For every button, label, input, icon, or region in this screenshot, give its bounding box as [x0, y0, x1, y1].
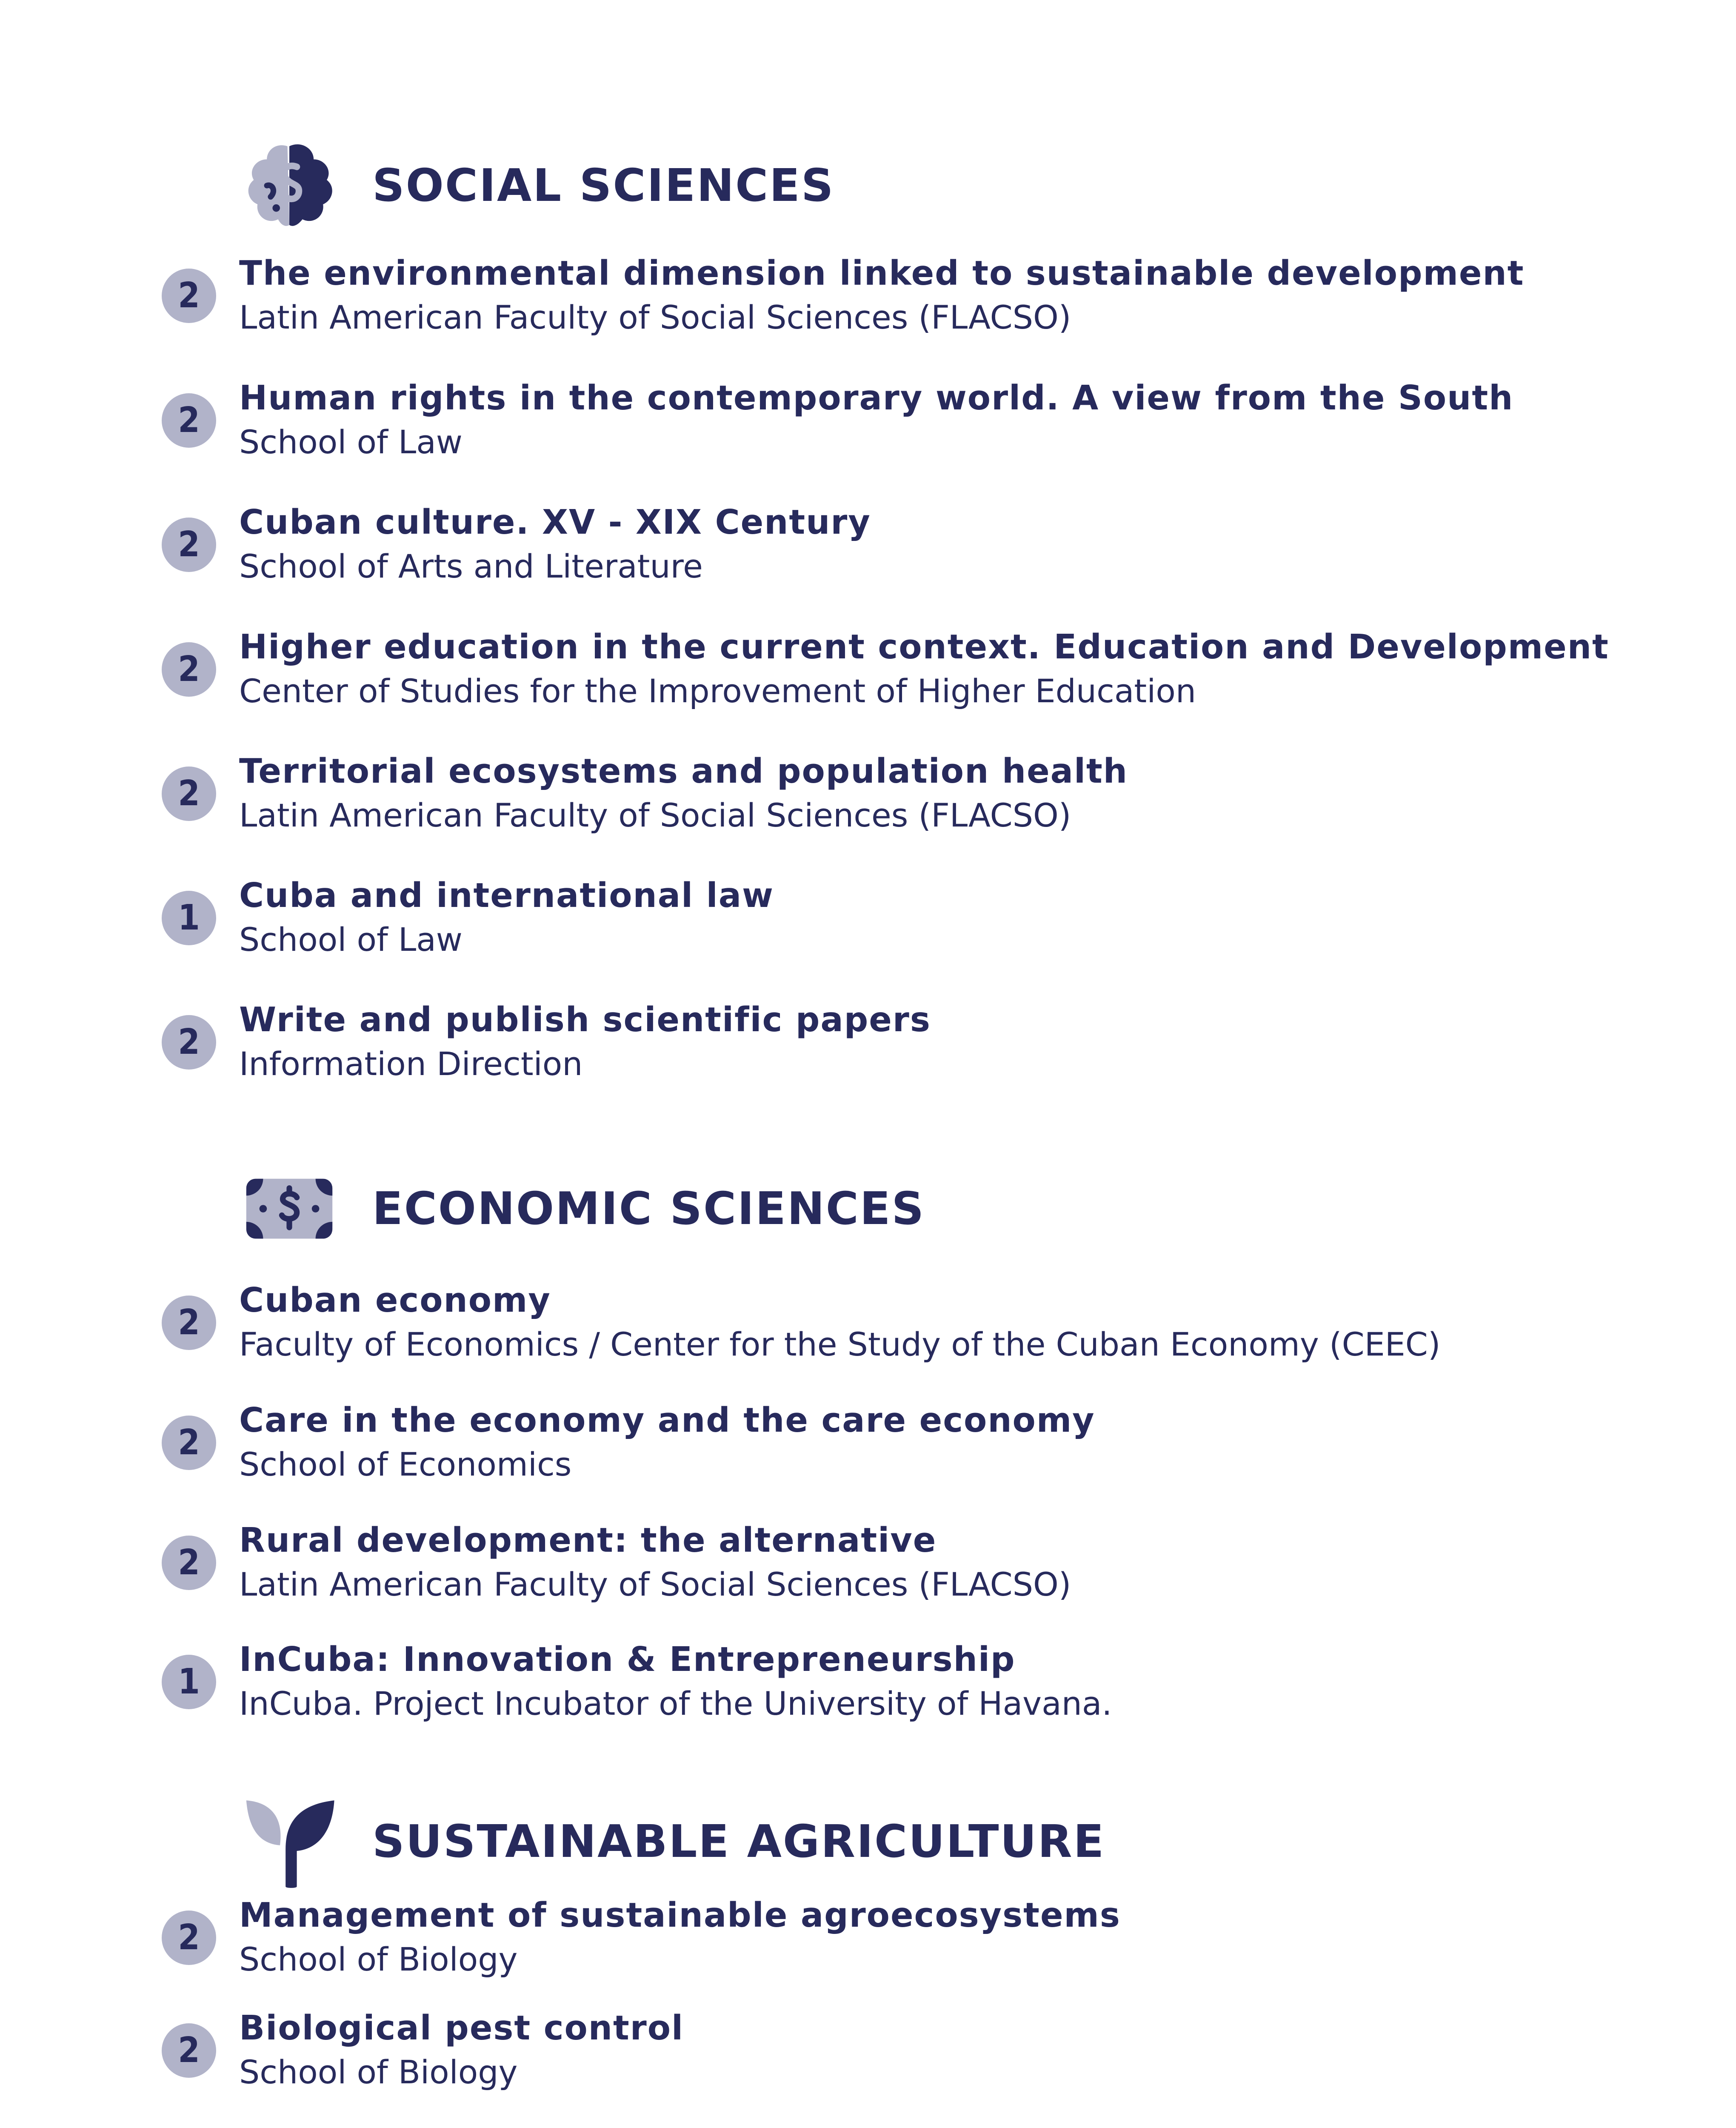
credits-badge: 2 [162, 1296, 216, 1350]
course-item [162, 1637, 1715, 1727]
course-item [162, 749, 1715, 838]
course-title: InCuba: Innovation & Entrepreneurship [239, 1640, 1016, 1679]
credits-badge: 2 [162, 1536, 216, 1590]
course-item [162, 873, 1715, 963]
course-title: Territorial ecosystems and population health [239, 752, 1128, 791]
course-school: School of Biology [239, 1940, 518, 1978]
course-school: School of Law [239, 423, 463, 461]
credits-badge: 2 [162, 518, 216, 572]
course-item [162, 2006, 1715, 2095]
credits-badge: 2 [162, 1416, 216, 1470]
course-item [162, 1893, 1715, 1982]
course-item [162, 376, 1715, 465]
course-title: The environmental dimension linked to sustainable development [239, 254, 1525, 293]
course-title: Care in the economy and the care economy [239, 1401, 1095, 1440]
section-header-sustainable-agriculture [243, 1795, 1105, 1888]
seedling-icon [243, 1795, 336, 1888]
money-bill-icon [243, 1162, 336, 1256]
credits-badge: 2 [162, 393, 216, 448]
course-title: Cuba and international law [239, 876, 774, 915]
course-school: Information Direction [239, 1045, 583, 1083]
course-title: Rural development: the alternative [239, 1521, 937, 1560]
course-school: Latin American Faculty of Social Sciences (FLACSO) [239, 796, 1071, 834]
course-title: Write and publish scientific papers [239, 1000, 931, 1039]
credits-badge: 1 [162, 891, 216, 945]
credits-badge: 1 [162, 1655, 216, 1709]
section-title: SUSTAINABLE AGRICULTURE [372, 1816, 1105, 1868]
section-title: ECONOMIC SCIENCES [372, 1183, 925, 1235]
brain-icon [243, 139, 336, 232]
course-title: Higher education in the current context. Education and Development [239, 627, 1609, 666]
credits-badge: 2 [162, 1015, 216, 1070]
section-header-economic-sciences [243, 1162, 925, 1256]
credits-badge: 2 [162, 2023, 216, 2078]
credits-badge: 2 [162, 1911, 216, 1965]
credits-badge: 2 [162, 642, 216, 697]
course-item [162, 998, 1715, 1087]
section-header-social-sciences [243, 139, 835, 232]
credits-badge: 2 [162, 269, 216, 323]
course-school: School of Economics [239, 1445, 572, 1483]
course-title: Cuban economy [239, 1281, 551, 1320]
course-school: Latin American Faculty of Social Sciences (FLACSO) [239, 1565, 1071, 1603]
course-item [162, 500, 1715, 589]
course-title: Biological pest control [239, 2008, 684, 2048]
course-school: School of Arts and Literature [239, 547, 703, 585]
course-school: School of Law [239, 921, 463, 958]
course-item [162, 1278, 1715, 1367]
course-school: School of Biology [239, 2053, 518, 2091]
course-title: Cuban culture. XV - XIX Century [239, 503, 871, 542]
course-title: Management of sustainable agroecosystems [239, 1896, 1121, 1935]
course-school: Faculty of Economics / Center for the Study of the Cuban Economy (CEEC) [239, 1325, 1441, 1363]
course-school: InCuba. Project Incubator of the University of Havana. [239, 1685, 1112, 1722]
course-item [162, 1398, 1715, 1487]
course-school: Latin American Faculty of Social Sciences (FLACSO) [239, 298, 1071, 336]
course-title: Human rights in the contemporary world. A view from the South [239, 378, 1514, 418]
course-item [162, 251, 1715, 340]
course-item [162, 625, 1715, 714]
course-item [162, 1518, 1715, 1607]
credits-badge: 2 [162, 767, 216, 821]
course-school: Center of Studies for the Improvement of Higher Education [239, 672, 1196, 710]
section-title: SOCIAL SCIENCES [372, 160, 835, 212]
